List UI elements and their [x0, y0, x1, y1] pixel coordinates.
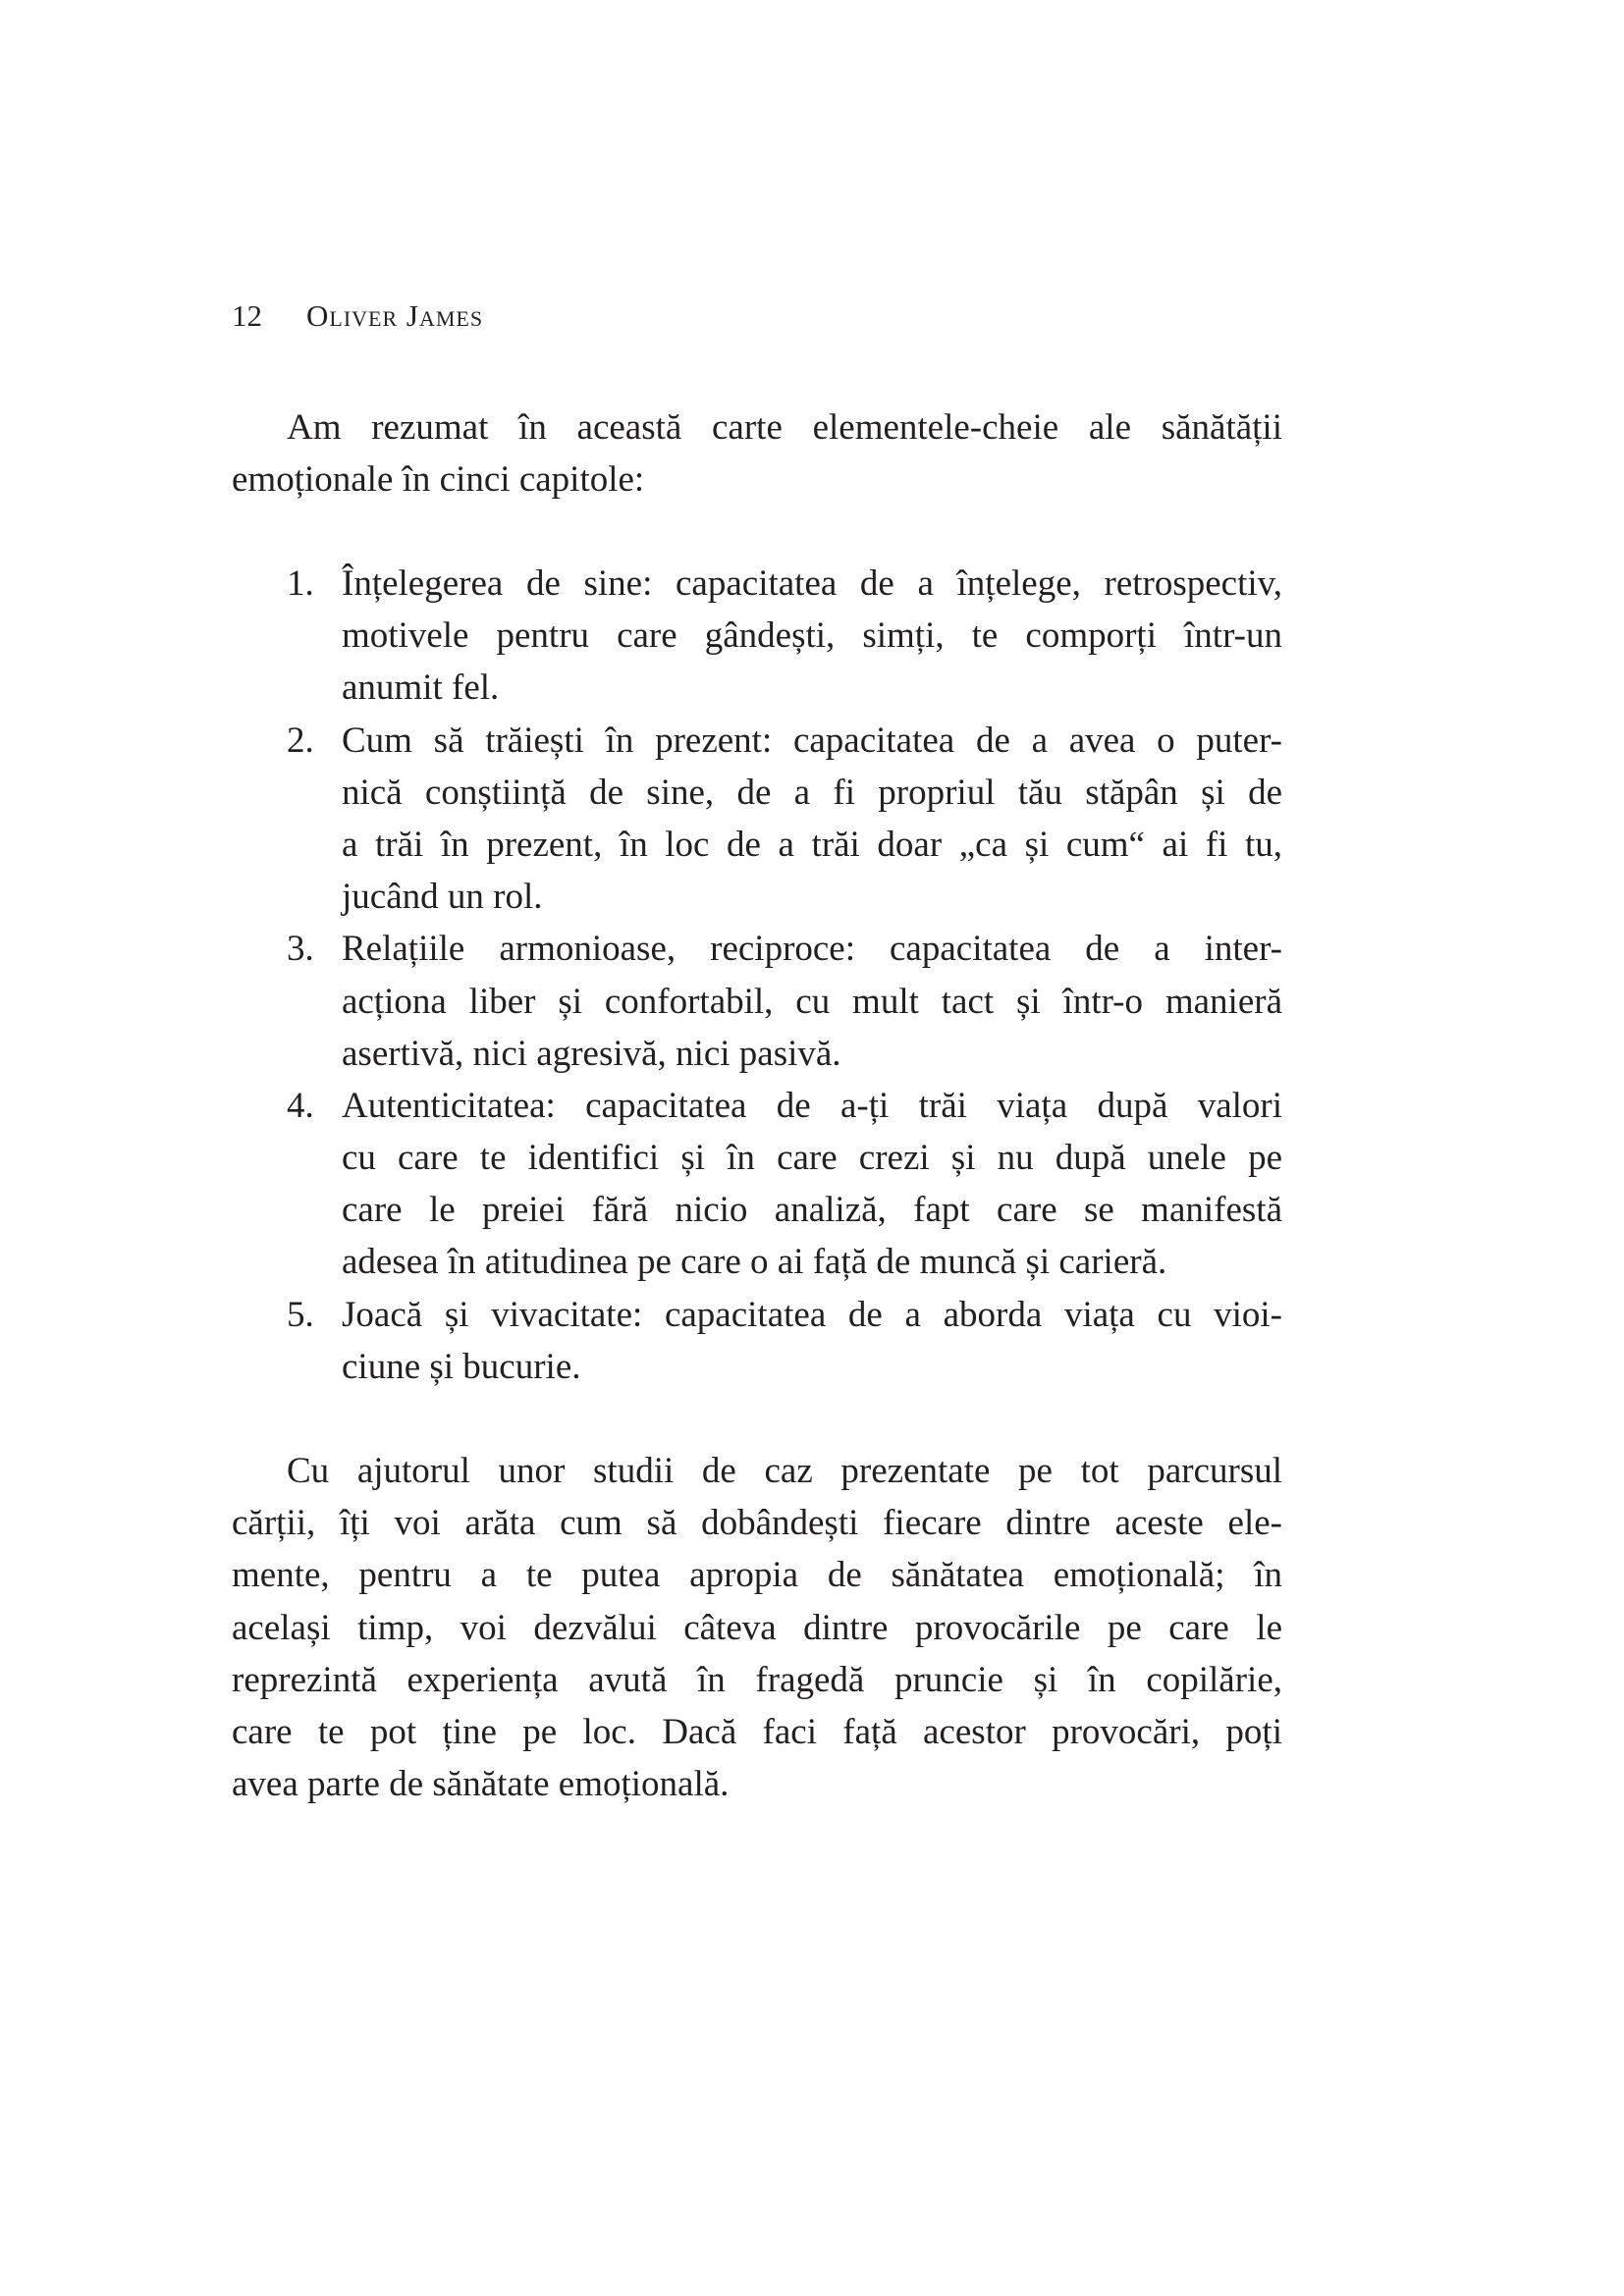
text-line: Joacă și vivacitate: capacitatea de a aborda viața cu vioi-: [342, 1294, 1282, 1335]
text-line: Relațiile armonioase, reciproce: capacitatea de a inter-: [342, 929, 1282, 970]
page-number: 12: [232, 298, 262, 333]
list-item: [232, 558, 1282, 715]
list-number: 2.: [287, 720, 314, 761]
text-line: avea parte de sănătate emoțională.: [232, 1764, 730, 1805]
text-line: ciune și bucurie.: [342, 1346, 581, 1387]
list-number: 4.: [287, 1085, 314, 1126]
chapter-list: [232, 558, 1282, 1393]
list-number: 5.: [287, 1294, 314, 1335]
list-number: 3.: [287, 929, 314, 970]
text-line: anumit fel.: [342, 667, 500, 709]
text-line: mente, pentru a te putea apropia de sănătatea emoțională; în: [232, 1555, 1282, 1596]
text-line: care te pot ține pe loc. Dacă faci față acestor provocări, poți: [232, 1711, 1282, 1752]
text-line: a trăi în prezent, în loc de a trăi doar „ca și cum“ ai fi tu,: [342, 824, 1282, 865]
list-number: 1.: [287, 563, 314, 604]
text-line: care le preiei fără nicio analiză, fapt care se manifestă: [342, 1190, 1282, 1231]
text-line: Am rezumat în această carte elementele-cheie ale sănătății: [287, 407, 1282, 448]
list-item: [232, 1080, 1282, 1289]
text-line: Autenticitatea: capacitatea de a-ți trăi viața după valori: [342, 1085, 1282, 1126]
text-line: cu care te identifici și în care crezi și nu după unele pe: [342, 1138, 1282, 1179]
text-line: reprezintă experiența avută în fragedă pruncie și în copilărie,: [232, 1659, 1282, 1700]
text-line: același timp, voi dezvălui câteva dintre provocările pe care le: [232, 1607, 1282, 1648]
text-line: emoționale în cinci capitole:: [232, 459, 645, 501]
text-line: asertivă, nici agresivă, nici pasivă.: [342, 1033, 841, 1074]
text-line: nică conștiință de sine, de a fi propriul tău stăpân și de: [342, 772, 1282, 813]
text-line: jucând un rol.: [342, 877, 543, 918]
text-line: Înțelegerea de sine: capacitatea de a înțelege, retrospectiv,: [342, 563, 1282, 604]
text-line: Cu ajutorul unor studii de caz prezentate pe tot parcursul: [287, 1451, 1282, 1491]
text-line: Cum să trăiești în prezent: capacitatea de a avea o puter-: [342, 720, 1282, 761]
intro-paragraph: [232, 401, 1282, 506]
list-item: [232, 1289, 1282, 1393]
text-line: cărții, îți voi arăta cum să dobândești fiecare dintre aceste ele-: [232, 1503, 1282, 1544]
text-line: motivele pentru care gândești, simți, te comporți într-un: [342, 615, 1282, 657]
running-header: [232, 294, 483, 338]
text-line: adesea în atitudinea pe care o ai față de muncă și carieră.: [342, 1242, 1167, 1283]
text-line: acționa liber și confortabil, cu mult tact și într-o manieră: [342, 981, 1282, 1022]
list-item: [232, 715, 1282, 924]
closing-paragraph: [232, 1445, 1282, 1810]
list-item: [232, 923, 1282, 1080]
author-name: Oliver James: [306, 298, 484, 333]
